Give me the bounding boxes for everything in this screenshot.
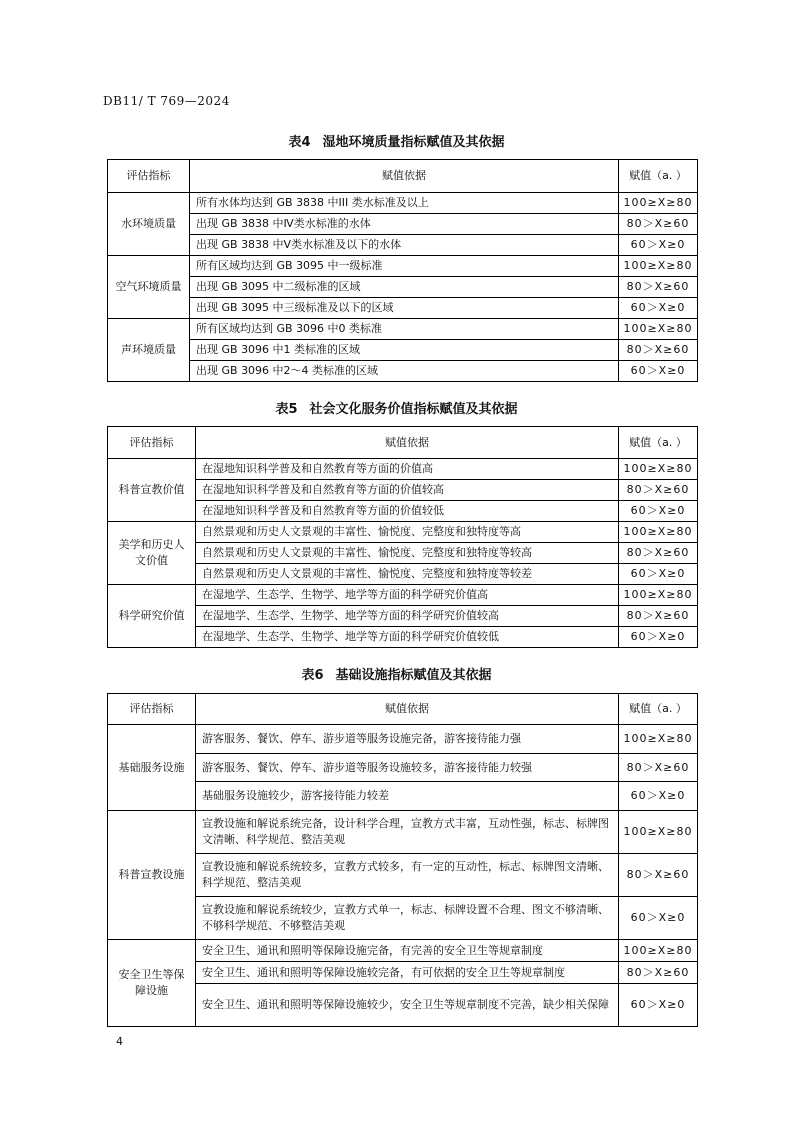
value-cell: 80＞X≥60 <box>619 277 698 298</box>
table-row <box>108 564 698 585</box>
table-header-row <box>108 427 698 459</box>
table-row <box>108 522 698 543</box>
value-cell: 100≥X≥80 <box>619 585 698 606</box>
table-row <box>108 897 698 940</box>
table-header-row <box>108 160 698 193</box>
basis-cell: 游客服务、餐饮、停车、游步道等服务设施完备，游客接待能力强 <box>196 725 619 754</box>
table-row <box>108 627 698 648</box>
basis-cell: 自然景观和历史人文景观的丰富性、愉悦度、完整度和独特度等高 <box>196 522 619 543</box>
value-cell: 80＞X≥60 <box>619 543 698 564</box>
column-header: 赋值依据 <box>196 694 619 725</box>
column-header: 评估指标 <box>108 160 190 193</box>
indicator-cell: 科普宣教价值 <box>108 459 196 522</box>
table-row <box>108 193 698 214</box>
table-row <box>108 543 698 564</box>
value-cell: 100≥X≥80 <box>619 256 698 277</box>
table-5-title <box>0 398 793 417</box>
value-cell: 80＞X≥60 <box>619 480 698 501</box>
value-cell: 80＞X≥60 <box>619 962 698 984</box>
table-row <box>108 811 698 854</box>
column-header: 赋值（a. ） <box>619 694 698 725</box>
table-title-text: 湿地环境质量指标赋值及其依据 <box>322 135 505 150</box>
column-header: 赋值依据 <box>196 427 619 459</box>
table-row <box>108 782 698 811</box>
value-cell: 60＞X≥0 <box>619 984 698 1027</box>
table-6 <box>107 693 698 1027</box>
table-row <box>108 940 698 962</box>
table-row <box>108 298 698 319</box>
table-row <box>108 256 698 277</box>
basis-cell: 安全卫生、通讯和照明等保障设施完备，有完善的安全卫生等规章制度 <box>196 940 619 962</box>
page-number: 4 <box>116 1035 123 1048</box>
value-cell: 100≥X≥80 <box>619 940 698 962</box>
basis-cell: 在湿地学、生态学、生物学、地学等方面的科学研究价值较高 <box>196 606 619 627</box>
indicator-cell: 美学和历史人文价值 <box>108 522 196 585</box>
table-number: 表5 <box>275 402 298 417</box>
indicator-cell: 基础服务设施 <box>108 725 196 811</box>
value-cell: 60＞X≥0 <box>619 564 698 585</box>
table-row <box>108 340 698 361</box>
value-cell: 100≥X≥80 <box>619 725 698 754</box>
value-cell: 80＞X≥60 <box>619 340 698 361</box>
table-number: 表4 <box>288 135 311 150</box>
value-cell: 80＞X≥60 <box>619 754 698 782</box>
indicator-cell: 水环境质量 <box>108 193 190 256</box>
basis-cell: 自然景观和历史人文景观的丰富性、愉悦度、完整度和独特度等较高 <box>196 543 619 564</box>
value-cell: 60＞X≥0 <box>619 782 698 811</box>
basis-cell: 出现 GB 3838 中Ⅴ类水标准及以下的水体 <box>190 235 619 256</box>
basis-cell: 所有区域均达到 GB 3096 中0 类标准 <box>190 319 619 340</box>
basis-cell: 在湿地知识科学普及和自然教育等方面的价值较低 <box>196 501 619 522</box>
column-header: 赋值（a. ） <box>619 427 698 459</box>
basis-cell: 宣教设施和解说系统较多，宣教方式较多，有一定的互动性，标志、标牌图文清晰、科学规范、整洁美观 <box>196 854 619 897</box>
table-header-row <box>108 694 698 725</box>
basis-cell: 出现 GB 3096 中1 类标准的区域 <box>190 340 619 361</box>
value-cell: 100≥X≥80 <box>619 811 698 854</box>
basis-cell: 出现 GB 3096 中2～4 类标准的区域 <box>190 361 619 382</box>
column-header: 评估指标 <box>108 694 196 725</box>
basis-cell: 出现 GB 3095 中三级标准及以下的区域 <box>190 298 619 319</box>
basis-cell: 在湿地知识科学普及和自然教育等方面的价值高 <box>196 459 619 480</box>
value-cell: 60＞X≥0 <box>619 501 698 522</box>
value-cell: 60＞X≥0 <box>619 627 698 648</box>
indicator-cell: 科学研究价值 <box>108 585 196 648</box>
table-row <box>108 606 698 627</box>
indicator-cell: 科普宣教设施 <box>108 811 196 940</box>
indicator-cell: 声环境质量 <box>108 319 190 382</box>
table-title-text: 社会文化服务价值指标赋值及其依据 <box>309 402 518 417</box>
indicator-cell: 空气环境质量 <box>108 256 190 319</box>
basis-cell: 在湿地知识科学普及和自然教育等方面的价值较高 <box>196 480 619 501</box>
value-cell: 80＞X≥60 <box>619 854 698 897</box>
indicator-cell: 安全卫生等保障设施 <box>108 940 196 1027</box>
column-header: 赋值依据 <box>190 160 619 193</box>
table-row <box>108 725 698 754</box>
value-cell: 60＞X≥0 <box>619 897 698 940</box>
value-cell: 60＞X≥0 <box>619 298 698 319</box>
standard-code: DB11/ T 769—2024 <box>103 94 230 108</box>
basis-cell: 在湿地学、生态学、生物学、地学等方面的科学研究价值高 <box>196 585 619 606</box>
value-cell: 80＞X≥60 <box>619 606 698 627</box>
table-row <box>108 459 698 480</box>
table-row <box>108 214 698 235</box>
table-row <box>108 754 698 782</box>
column-header: 评估指标 <box>108 427 196 459</box>
basis-cell: 游客服务、餐饮、停车、游步道等服务设施较多，游客接待能力较强 <box>196 754 619 782</box>
value-cell: 100≥X≥80 <box>619 459 698 480</box>
table-number: 表6 <box>301 668 324 683</box>
table-5 <box>107 426 698 648</box>
value-cell: 100≥X≥80 <box>619 319 698 340</box>
basis-cell: 基础服务设施较少，游客接待能力较差 <box>196 782 619 811</box>
table-row <box>108 277 698 298</box>
basis-cell: 安全卫生、通讯和照明等保障设施较少，安全卫生等规章制度不完善，缺少相关保障 <box>196 984 619 1027</box>
value-cell: 100≥X≥80 <box>619 193 698 214</box>
table-row <box>108 585 698 606</box>
basis-cell: 所有水体均达到 GB 3838 中III 类水标准及以上 <box>190 193 619 214</box>
table-4-title <box>0 131 793 150</box>
table-row <box>108 501 698 522</box>
value-cell: 60＞X≥0 <box>619 235 698 256</box>
basis-cell: 出现 GB 3095 中二级标准的区域 <box>190 277 619 298</box>
value-cell: 100≥X≥80 <box>619 522 698 543</box>
table-row <box>108 319 698 340</box>
value-cell: 80＞X≥60 <box>619 214 698 235</box>
table-row <box>108 361 698 382</box>
basis-cell: 宣教设施和解说系统完备，设计科学合理，宣教方式丰富，互动性强，标志、标牌图文清晰、科学规范、整洁美观 <box>196 811 619 854</box>
table-title-text: 基础设施指标赋值及其依据 <box>335 668 492 683</box>
table-4 <box>107 159 698 382</box>
basis-cell: 宣教设施和解说系统较少，宣教方式单一，标志、标牌设置不合理、图文不够清晰、不够科学规范、不够整洁美观 <box>196 897 619 940</box>
column-header: 赋值（a. ） <box>619 160 698 193</box>
table-6-title <box>0 664 793 683</box>
basis-cell: 所有区域均达到 GB 3095 中一级标准 <box>190 256 619 277</box>
table-row <box>108 235 698 256</box>
basis-cell: 自然景观和历史人文景观的丰富性、愉悦度、完整度和独特度等较差 <box>196 564 619 585</box>
table-row <box>108 962 698 984</box>
basis-cell: 安全卫生、通讯和照明等保障设施较完备，有可依据的安全卫生等规章制度 <box>196 962 619 984</box>
table-row <box>108 984 698 1027</box>
basis-cell: 出现 GB 3838 中Ⅳ类水标准的水体 <box>190 214 619 235</box>
table-row <box>108 854 698 897</box>
basis-cell: 在湿地学、生态学、生物学、地学等方面的科学研究价值较低 <box>196 627 619 648</box>
table-row <box>108 480 698 501</box>
value-cell: 60＞X≥0 <box>619 361 698 382</box>
